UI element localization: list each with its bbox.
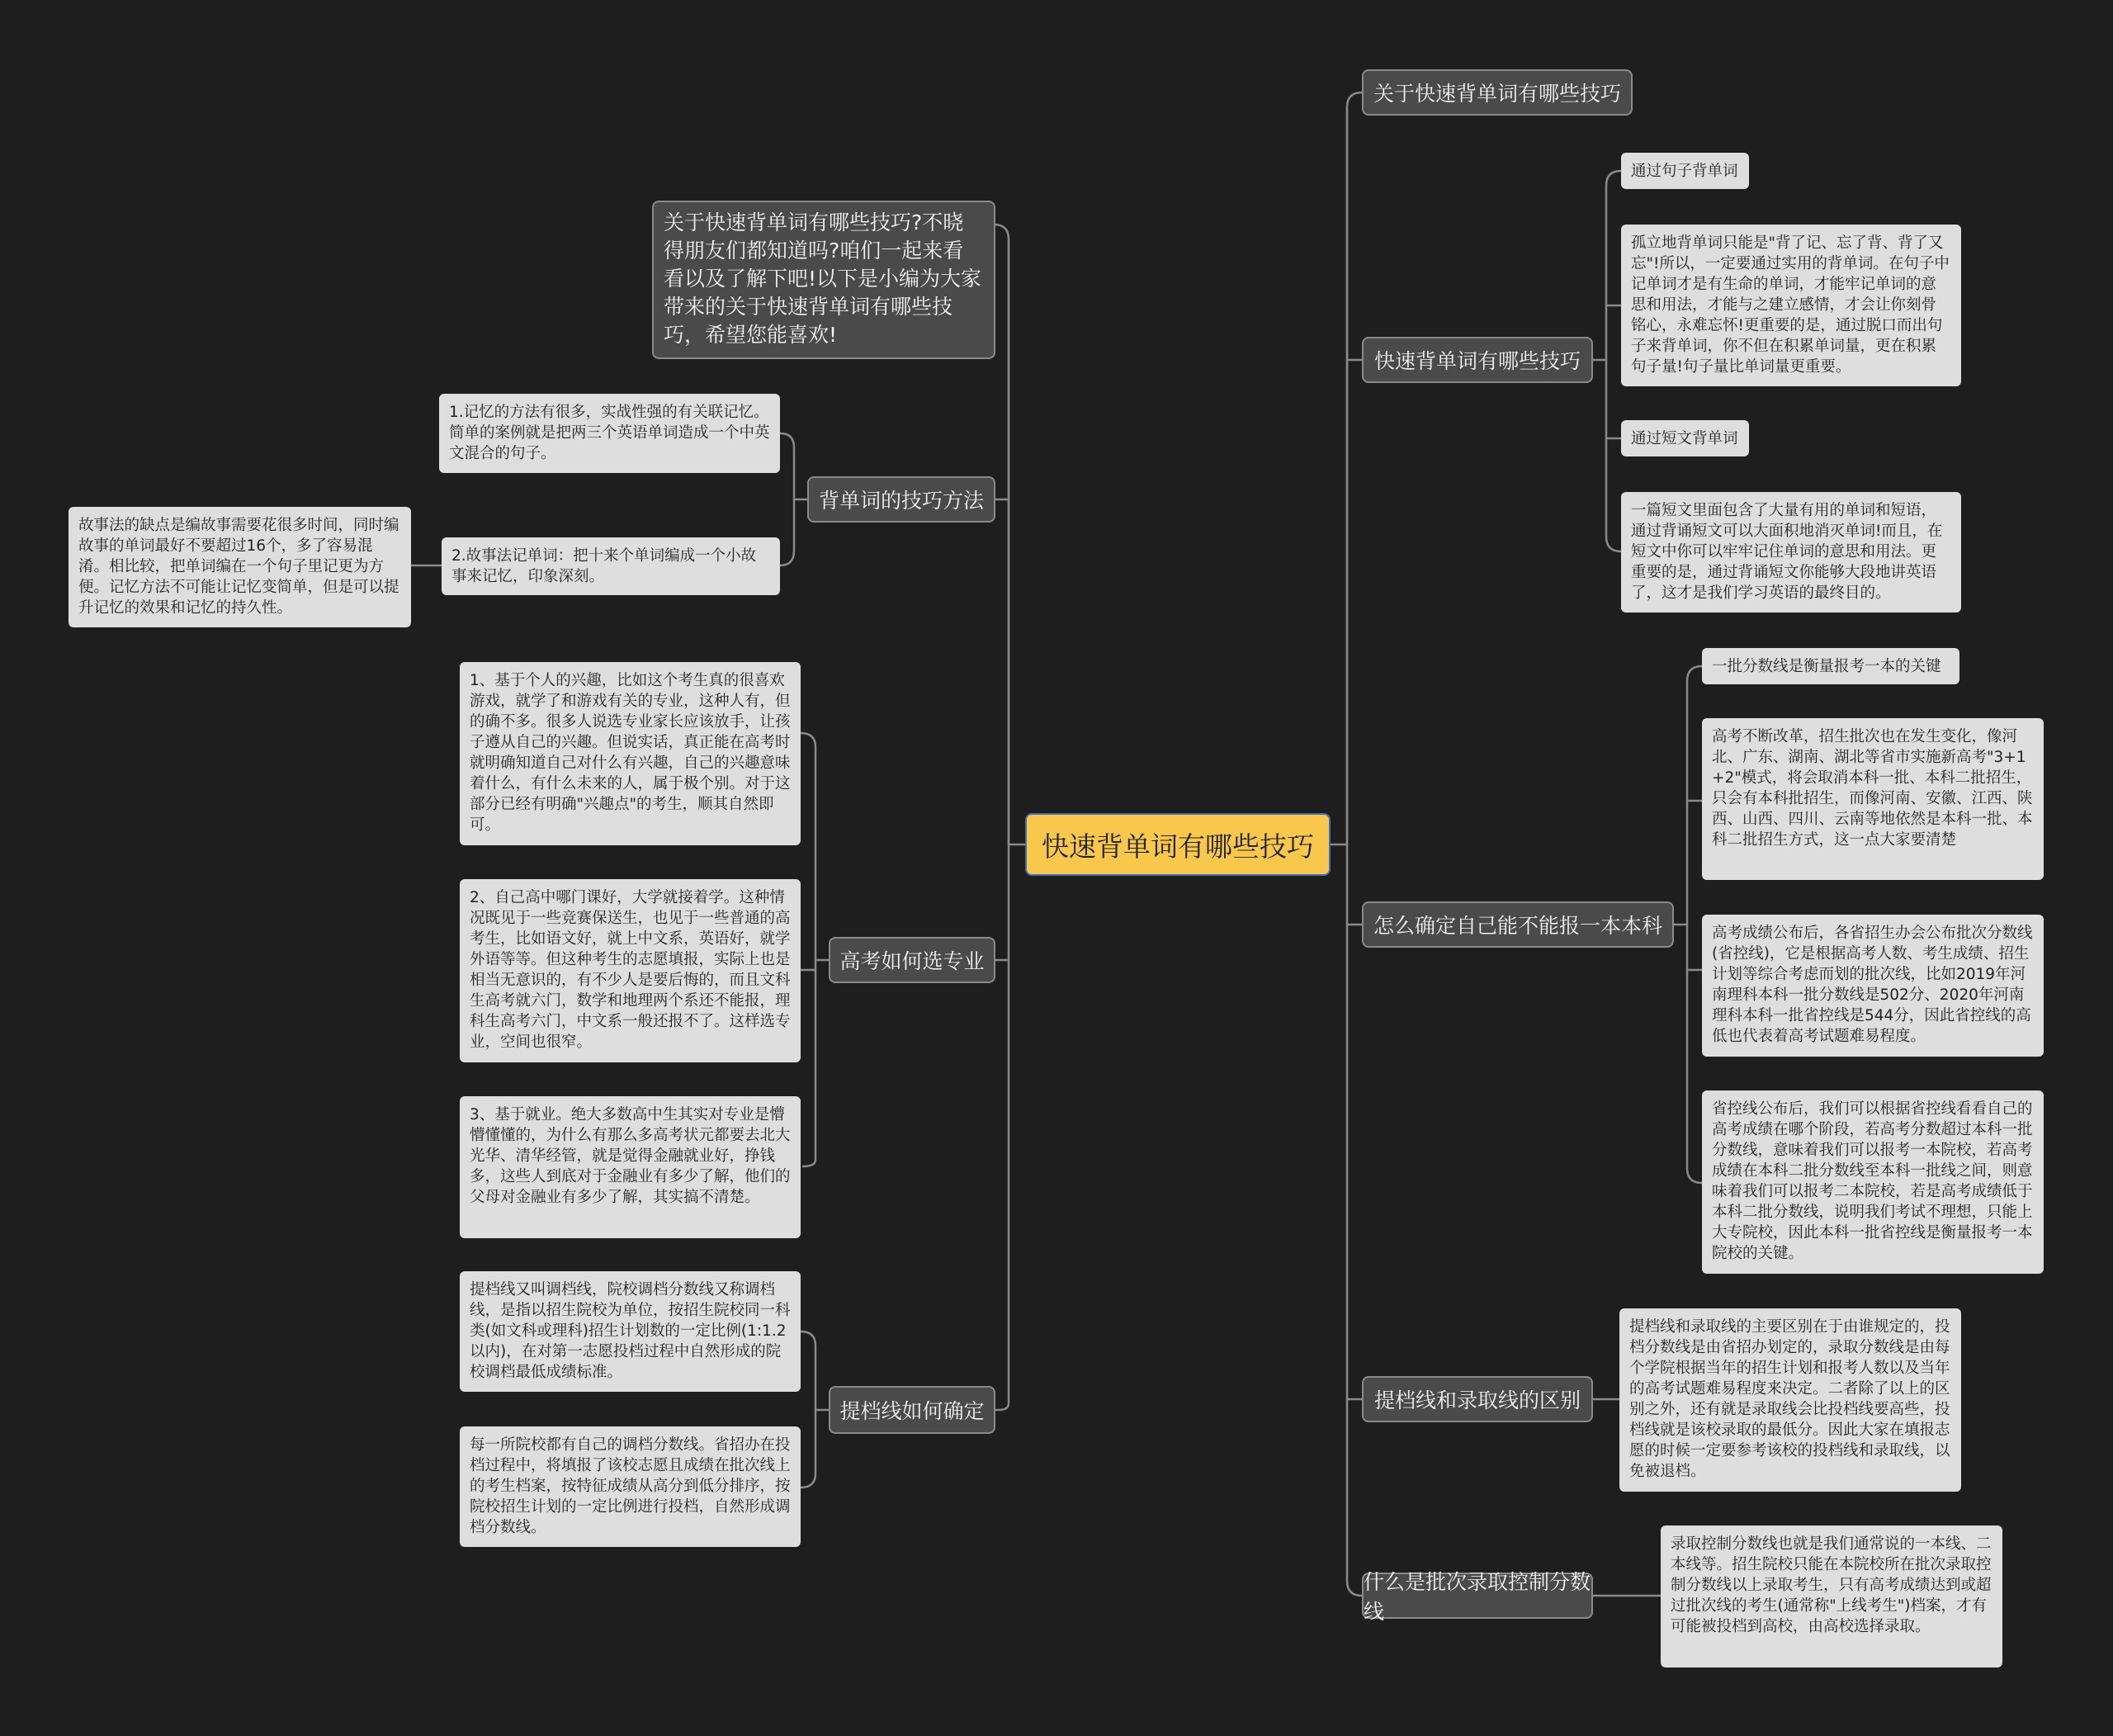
tidang-item-1[interactable]: 提档线又叫调档线，院校调档分数线又称调档线，是指以招生院校为单位，按招生院校同一科类(如文科或理科)招生计划数的一定比例(1:1.2以内)，在对第一志愿投档过程中自然形成的院校调档最低成绩标准。 <box>460 1271 801 1392</box>
skills-tag-passage[interactable]: 通过短文背单词 <box>1621 420 1749 456</box>
branch-yiben[interactable]: 怎么确定自己能不能报一本本科 <box>1362 901 1674 948</box>
root-topic[interactable]: 快速背单词有哪些技巧 <box>1025 813 1331 876</box>
yiben-text-2[interactable]: 高考成绩公布后，各省招生办会公布批次分数线(省控线)，它是根据高考人数、考生成绩、招生计划等综合考虑而划的批次线，比如2019年河南理科本科一批分数线是502分、2020年河南理科本科一批省控线是544分，因此省控线的高低也代表着高考试题难易程度。 <box>1702 915 2044 1057</box>
methods-item-1[interactable]: 1.记忆的方法有很多，实战性强的有关联记忆。简单的案例就是把两三个英语单词造成一个中英文混合的句子。 <box>439 394 780 473</box>
branch-tidang[interactable]: 提档线如何确定 <box>829 1386 995 1434</box>
yiben-tag[interactable]: 一批分数线是衡量报考一本的关键 <box>1702 648 1959 684</box>
diff-text[interactable]: 提档线和录取线的主要区别在于由谁规定的，投档分数线是由省招办划定的，录取分数线是由每个学院根据当年的招生计划和报考人数以及当年的高考试题难易程度来决定。二者除了以上的区别之外，还有就是录取线会比投档线要高些，投档线就是该校录取的最低分。因此大家在填报志愿的时候一定要参考该校的投档线和录取线，以免被退档。 <box>1619 1308 1961 1492</box>
major-item-1[interactable]: 1、基于个人的兴趣，比如这个考生真的很喜欢游戏，就学了和游戏有关的专业，这种人有，但的确不多。很多人说选专业家长应该放手，让孩子遵从自己的兴趣。但说实话，真正能在高考时就明确知道自己对什么有兴趣，自己的兴趣意味着什么，有什么未来的人，属于极个别。对于这部分已经有明确"兴趣点"的考生，顺其自然即可。 <box>460 662 801 845</box>
skills-text-passage[interactable]: 一篇短文里面包含了大量有用的单词和短语，通过背诵短文可以大面积地消灭单词!而且，在短文中你可以牢牢记住单词的意思和用法。更重要的是，通过背诵短文你能够大段地讲英语了，这才是我们学习英语的最终目的。 <box>1621 492 1961 613</box>
pici-text[interactable]: 录取控制分数线也就是我们通常说的一本线、二本线等。招生院校只能在本院校所在批次录取控制分数线以上录取考生，只有高考成绩达到或超过批次线的考生(通常称"上线考生")档案，才有可能被投档到高校，由高校选择录取。 <box>1661 1526 2002 1667</box>
skills-tag-sentence[interactable]: 通过句子背单词 <box>1621 153 1749 189</box>
branch-diff[interactable]: 提档线和录取线的区别 <box>1362 1376 1593 1422</box>
branch-about[interactable]: 关于快速背单词有哪些技巧 <box>1362 69 1633 116</box>
yiben-text-1[interactable]: 高考不断改革，招生批次也在发生变化，像河北、广东、湖南、湖北等省市实施新高考"3+1+2"模式，将会取消本科一批、本科二批招生，只会有本科批招生，而像河南、安徽、江西、陕西、山西、四川、云南等地依然是本科一批、本科二批招生方式，这一点大家要清楚 <box>1702 718 2044 880</box>
branch-major[interactable]: 高考如何选专业 <box>829 937 995 983</box>
skills-text-sentence[interactable]: 孤立地背单词只能是"背了记、忘了背、背了又忘"!所以，一定要通过实用的背单词。在句子中记单词才是有生命的单词，才能牢记单词的意思和用法，才能与之建立感情，才会让你刻骨铭心，永难忘怀!更重要的是，通过脱口而出句子来背单词，你不但在积累单词量，更在积累句子量!句子量比单词量更重要。 <box>1621 225 1961 386</box>
branch-methods[interactable]: 背单词的技巧方法 <box>807 476 995 523</box>
methods-item-2-note[interactable]: 故事法的缺点是编故事需要花很多时间，同时编故事的单词最好不要超过16个，多了容易混淆。相比较，把单词编在一个句子里记更为方便。记忆方法不可能让记忆变简单，但是可以提升记忆的效果和记忆的持久性。 <box>69 507 411 627</box>
methods-item-2[interactable]: 2.故事法记单词：把十来个单词编成一个小故事来记忆，印象深刻。 <box>442 537 780 595</box>
branch-pici[interactable]: 什么是批次录取控制分数线 <box>1362 1573 1593 1619</box>
major-item-3[interactable]: 3、基于就业。绝大多数高中生其实对专业是懵懵懂懂的，为什么有那么多高考状元都要去北大光华、清华经管，就是觉得金融就业好，挣钱多，这些人到底对于金融业有多少了解，他们的父母对金融业有多少了解，其实搞不清楚。 <box>460 1096 801 1238</box>
branch-skills[interactable]: 快速背单词有哪些技巧 <box>1362 337 1593 383</box>
intro-text[interactable]: 关于快速背单词有哪些技巧?不晓得朋友们都知道吗?咱们一起来看看以及了解下吧!以下是小编为大家带来的关于快速背单词有哪些技巧，希望您能喜欢! <box>652 201 995 359</box>
yiben-text-3[interactable]: 省控线公布后，我们可以根据省控线看看自己的高考成绩在哪个阶段，若高考分数超过本科一批分数线，意味着我们可以报考一本院校，若高考成绩在本科二批分数线至本科一批线之间，则意味着我们可以报考二本院校，若是高考成绩低于本科二批分数线，说明我们考试不理想，只能上大专院校，因此本科一批省控线是衡量报考一本院校的关键。 <box>1702 1090 2044 1274</box>
major-item-2[interactable]: 2、自己高中哪门课好，大学就接着学。这种情况既见于一些竞赛保送生，也见于一些普通的高考生，比如语文好，就上中文系，英语好，就学外语等等。但这种考生的志愿填报，实际上也是相当无意识的，有不少人是要后悔的，而且文科生高考就六门，数学和地理两个系还不能报，理科生高考六门，中文系一般还报不了。这样选专业，空间也很窄。 <box>460 879 801 1062</box>
tidang-item-2[interactable]: 每一所院校都有自己的调档分数线。省招办在投档过程中，将填报了该校志愿且成绩在批次线上的考生档案，按特征成绩从高分到低分排序，按院校招生计划的一定比例进行投档，自然形成调档分数线。 <box>460 1426 801 1547</box>
